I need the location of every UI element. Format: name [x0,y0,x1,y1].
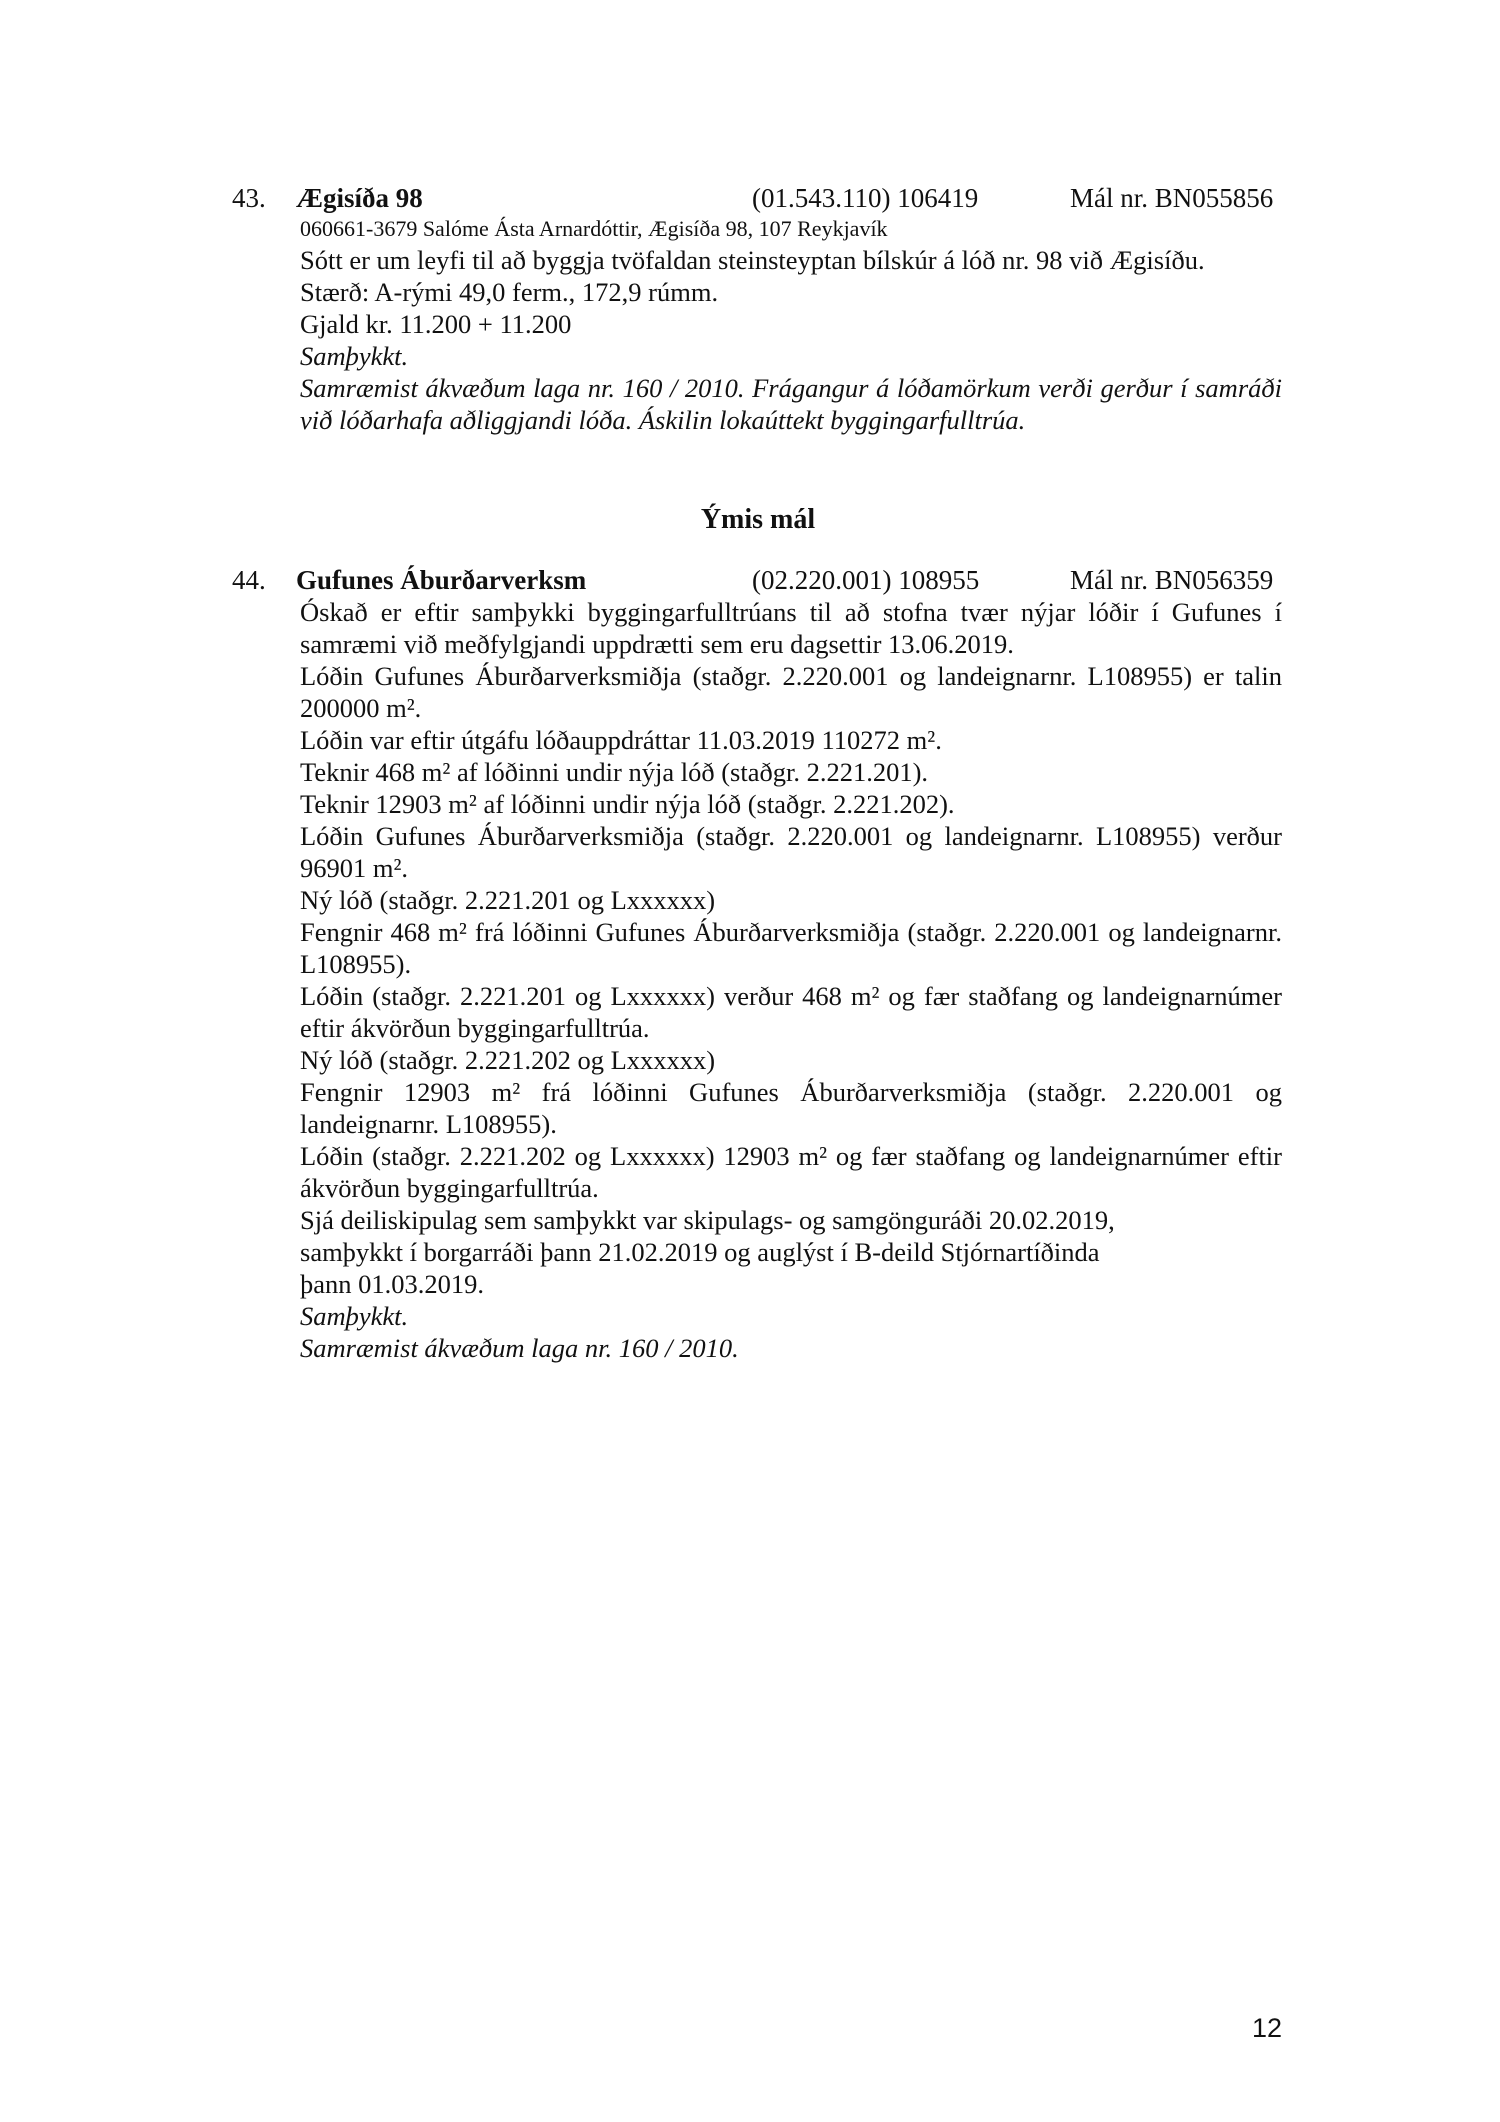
entry-note: Samræmist ákvæðum laga nr. 160 / 2010. [300,1333,739,1363]
entry-43-body [300,214,1282,436]
entry-paragraph: Teknir 12903 m² af lóðinni undir nýja lóð (staðgr. 2.221.202). [300,789,955,819]
entry-paragraph: samþykkt í borgarráði þann 21.02.2019 og auglýst í B-deild Stjórnartíðinda [300,1237,1100,1267]
entry-paragraph: Sjá deiliskipulag sem samþykkt var skipulags- og samgönguráði 20.02.2019, [300,1205,1115,1235]
entry-property-code: (01.543.110) 106419 [752,183,979,213]
entry-address: Ægisíða 98 [296,183,423,213]
section-title: Ýmis mál [700,504,816,535]
entry-line: Gjald kr. 11.200 + 11.200 [300,309,572,339]
entry-case-number: Mál nr. BN056359 [1070,565,1274,595]
entry-line: Stærð: A-rými 49,0 ferm., 172,9 rúmm. [300,277,719,307]
entry-paragraph: Lóðin (staðgr. 2.221.201 og Lxxxxxx) verður 468 m² og fær staðfang og landeignarnúmer eftir ákvörðun byggingarfulltrúa. [300,981,1282,1043]
entry-note: Samræmist ákvæðum laga nr. 160 / 2010. Frágangur á lóðamörkum verði gerður í samráði við lóðarhafa aðliggjandi lóða. Áskilin lokaúttekt byggingarfulltrúa. [300,373,1282,435]
entry-applicant: 060661-3679 Salóme Ásta Arnardóttir, Ægisíða 98, 107 Reykjavík [300,216,888,241]
entry-paragraph: Fengnir 468 m² frá lóðinni Gufunes Áburðarverksmiðja (staðgr. 2.220.001 og landeignarnr. L108955). [300,917,1282,979]
entry-paragraph: Fengnir 12903 m² frá lóðinni Gufunes Áburðarverksmiðja (staðgr. 2.220.001 og landeignarnr. L108955). [300,1077,1282,1139]
entry-decision: Samþykkt. [300,341,409,371]
entry-paragraph: Lóðin Gufunes Áburðarverksmiðja (staðgr. 2.220.001 og landeignarnr. L108955) verður 96901 m². [300,821,1282,883]
entry-paragraph: Ný lóð (staðgr. 2.221.201 og Lxxxxxx) [300,885,716,915]
entry-address: Gufunes Áburðarverksm [296,565,587,595]
entry-case-number: Mál nr. BN055856 [1070,183,1274,213]
entry-paragraph: Lóðin var eftir útgáfu lóðauppdráttar 11.03.2019 110272 m². [300,725,942,755]
entry-paragraph: þann 01.03.2019. [300,1269,485,1299]
entry-43-header [232,178,1282,218]
entry-44-body [300,596,1282,1364]
page-number: 12 [1251,2013,1282,2043]
entry-paragraph: Óskað er eftir samþykki byggingarfulltrúans til að stofna tvær nýjar lóðir í Gufunes í samræmi við meðfylgjandi uppdrætti sem eru dagsettir 13.06.2019. [300,597,1282,659]
entry-paragraph: Lóðin (staðgr. 2.221.202 og Lxxxxxx) 12903 m² og fær staðfang og landeignarnúmer eftir ákvörðun byggingarfulltrúa. [300,1141,1282,1203]
entry-property-code: (02.220.001) 108955 [752,565,980,595]
entry-number: 44. [232,565,266,595]
entry-number: 43. [232,183,266,213]
entry-paragraph: Ný lóð (staðgr. 2.221.202 og Lxxxxxx) [300,1045,716,1075]
entry-44-header [232,560,1282,600]
entry-decision: Samþykkt. [300,1301,409,1331]
entry-line: Sótt er um leyfi til að byggja tvöfaldan steinsteyptan bílskúr á lóð nr. 98 við Ægisíðu. [300,245,1205,275]
entry-paragraph: Teknir 468 m² af lóðinni undir nýja lóð (staðgr. 2.221.201). [300,757,929,787]
entry-paragraph: Lóðin Gufunes Áburðarverksmiðja (staðgr. 2.220.001 og landeignarnr. L108955) er talin 200000 m². [300,661,1282,723]
